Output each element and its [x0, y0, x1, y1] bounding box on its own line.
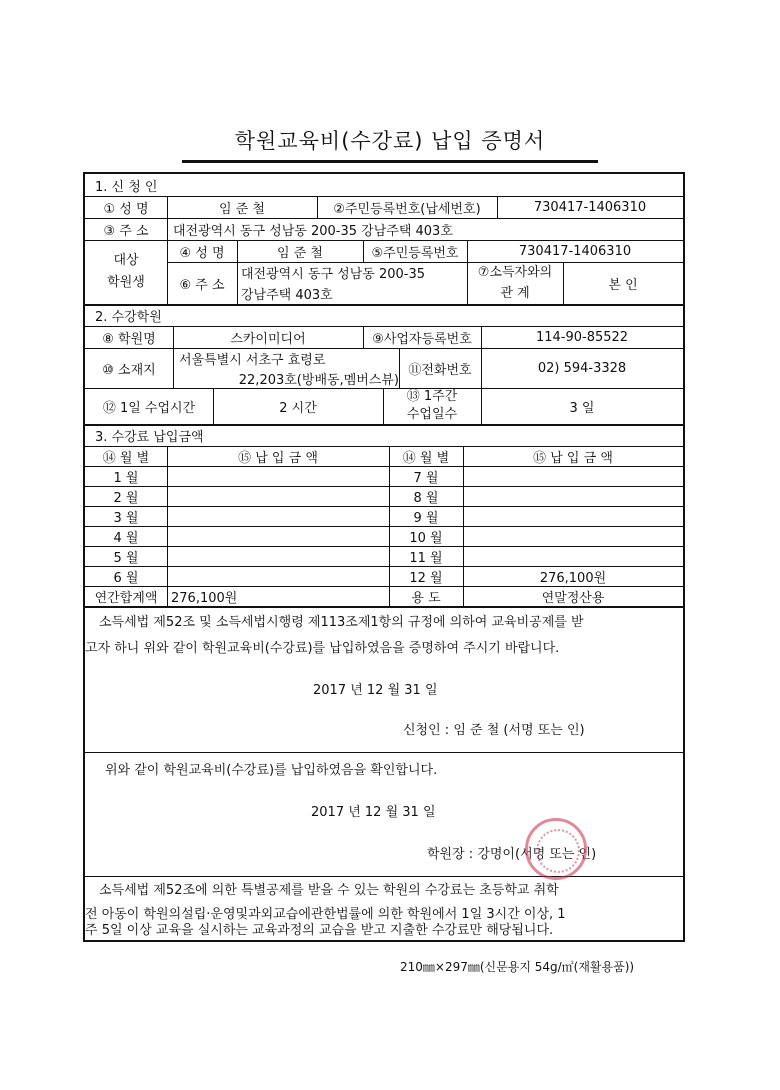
divider	[85, 752, 683, 753]
amount-right	[463, 526, 683, 546]
total-label: 연간합계액	[94, 590, 158, 606]
student-id-label: ⑤주민등록번호	[371, 245, 459, 261]
divider	[481, 388, 482, 424]
student-label-line1: 대상	[113, 253, 139, 268]
relation-label	[467, 262, 563, 304]
amount-right: 276,100원	[539, 570, 607, 586]
confirmation-date: 2017 년 12 월 31 일	[311, 805, 436, 820]
amount-right	[463, 546, 683, 566]
usage-value: 연말정산용	[541, 590, 605, 606]
divider	[173, 326, 174, 348]
divider	[317, 196, 318, 218]
student-name-label: ④ 성 명	[179, 245, 225, 261]
divider	[363, 326, 364, 348]
month-label-right: 10 월	[409, 530, 443, 546]
paper-spec-footer: 210㎜×297㎜(신문용지 54g/㎡(재활용품))	[400, 960, 635, 974]
student-address-line1: 대전광역시 동구 성남동 200-35	[241, 267, 426, 282]
statement-date: 2017 년 12 월 31 일	[313, 683, 438, 698]
divider	[85, 586, 683, 587]
section2-heading: 2. 수강학원	[95, 309, 162, 325]
academy-seal-stamp	[525, 818, 587, 880]
divider	[85, 606, 683, 608]
section1-heading: 1. 신 청 인	[95, 179, 158, 195]
amount-left	[167, 466, 389, 486]
month-label-right: 8 월	[413, 490, 439, 506]
divider	[481, 326, 482, 348]
student-label	[85, 240, 167, 304]
applicant-address: 대전광역시 동구 성남동 200-35 강남주택 403호	[173, 223, 453, 239]
business-number: 114-90-85522	[535, 329, 629, 345]
amount-header-right: ⑮ 납 입 금 액	[533, 450, 613, 466]
divider	[167, 218, 168, 240]
divider	[481, 348, 482, 388]
amount-left	[167, 546, 389, 566]
divider	[85, 876, 683, 877]
notice-line3: 주 5일 이상 교육을 실시하는 교육과정의 교습을 받고 지출한 수강료만 해당됩니다.	[85, 923, 554, 938]
month-label-right: 12 월	[409, 570, 443, 586]
divider	[213, 388, 214, 424]
student-address-label: ⑥ 주 소	[179, 277, 225, 293]
divider	[383, 388, 384, 424]
weekly-days-label	[383, 388, 481, 424]
month-label-right: 11 월	[409, 550, 443, 566]
academy-label: ⑧ 학원명	[102, 331, 156, 347]
address-label: ③ 주 소	[103, 223, 149, 239]
statement-line2: 고자 하니 위와 같이 학원교육비(수강료)를 납입하였음을 증명하여 주시기 바랍니다.	[85, 641, 560, 656]
section3-heading: 3. 수강료 납입금액	[95, 429, 204, 445]
statement-line1: 소득세법 제52조 및 소득세법시행령 제113조제1항의 규정에 의하여 교육비공제를 받	[99, 615, 584, 630]
director-signature: 학원장 : 강명이(서명 또는 인)	[427, 847, 597, 862]
daily-hours: 2 시간	[279, 400, 317, 416]
month-label-left: 6 월	[113, 570, 139, 586]
document-title: 학원교육비(수강료) 납입 증명서	[234, 129, 546, 153]
divider	[167, 196, 168, 218]
month-label-left: 3 월	[113, 510, 139, 526]
relation-value: 본 인	[608, 277, 638, 293]
business-number-label: ⑨사업자등록번호	[372, 331, 472, 347]
phone-label: ⑪전화번호	[408, 362, 472, 378]
amount-right	[463, 486, 683, 506]
amount-right	[463, 506, 683, 526]
seal-inner-ring	[536, 829, 580, 873]
amount-left	[167, 486, 389, 506]
amount-left	[167, 506, 389, 526]
divider	[399, 348, 400, 388]
month-header-right: ⑭ 월 별	[402, 450, 450, 466]
month-label-left: 5 월	[113, 550, 139, 566]
academy-name: 스카이미디어	[230, 331, 306, 347]
location-line1: 서울특별시 서초구 효령로	[179, 352, 326, 368]
confirmation-line: 위와 같이 학원교육비(수강료)를 납입하였음을 확인합니다.	[105, 763, 438, 778]
weekly-days-label-line1: ⑬ 1주간	[406, 389, 458, 404]
divider	[497, 196, 498, 218]
divider	[237, 240, 238, 304]
month-label-left: 2 월	[113, 490, 139, 506]
daily-hours-label: ⑫ 1일 수업시간	[102, 400, 196, 416]
relation-label-line2: 관 계	[500, 286, 530, 301]
title-underline	[182, 160, 598, 163]
relation-label-line1: ⑦소득자와의	[477, 265, 553, 280]
location-line2: 22,203호(방배동,멤버스뷰)	[238, 372, 399, 388]
usage-label: 용 도	[411, 590, 441, 606]
weekly-days-label-line2: 수업일수	[406, 407, 458, 422]
weekly-days: 3 일	[569, 400, 595, 416]
amount-left	[167, 526, 389, 546]
month-label-right: 9 월	[413, 510, 439, 526]
month-label-right: 7 월	[413, 470, 439, 486]
amount-left	[167, 566, 389, 586]
amount-header-left: ⑮ 납 입 금 액	[238, 450, 318, 466]
location-label: ⑩ 소재지	[102, 362, 156, 378]
applicant-name: 임 준 철	[219, 201, 265, 217]
name-label: ① 성 명	[103, 201, 149, 217]
student-address-line2: 강남주택 403호	[241, 288, 333, 303]
amount-right	[463, 466, 683, 486]
student-name: 임 준 철	[277, 245, 323, 261]
student-label-line2: 학원생	[107, 275, 145, 290]
divider	[173, 348, 174, 388]
month-label-left: 1 월	[113, 470, 139, 486]
notice-line1: 소득세법 제52조에 의한 특별공제를 받을 수 있는 학원의 수강료는 초등학교 취학	[99, 883, 559, 898]
id-number-label: ②주민등록번호(납세번호)	[333, 201, 481, 217]
id-number: 730417-1406310	[533, 199, 647, 215]
divider	[363, 240, 364, 262]
notice-line2: 전 아동이 학원의설립·운영및과외교습에관한법률에 의한 학원에서 1일 3시간 이상, 1	[85, 907, 566, 922]
student-id: 730417-1406310	[518, 243, 632, 259]
certificate-form	[83, 172, 685, 942]
annual-total: 276,100원	[171, 590, 238, 606]
month-label-left: 4 월	[113, 530, 139, 546]
applicant-signature: 신청인 : 임 준 철 (서명 또는 인)	[403, 723, 585, 738]
month-header-left: ⑭ 월 별	[102, 450, 150, 466]
phone-number: 02) 594-3328	[537, 360, 627, 376]
